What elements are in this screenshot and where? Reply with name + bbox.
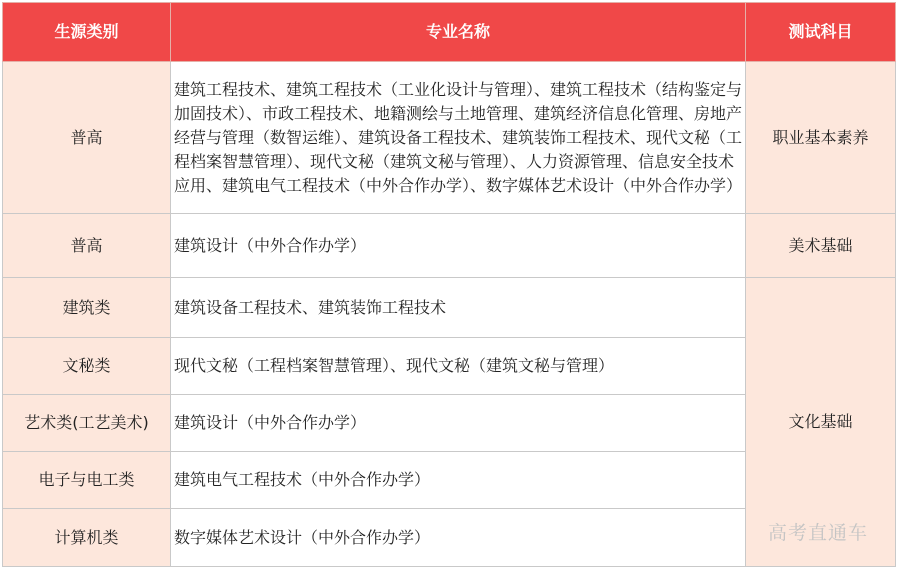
category-cell: 计算机类 bbox=[3, 509, 171, 567]
major-cell: 建筑设计（中外合作办学） bbox=[171, 214, 746, 278]
header-major: 专业名称 bbox=[171, 3, 746, 62]
header-category: 生源类别 bbox=[3, 3, 171, 62]
subject-cell: 职业基本素养 bbox=[746, 62, 896, 214]
category-cell: 普高 bbox=[3, 214, 171, 278]
major-cell: 建筑设计（中外合作办学） bbox=[171, 395, 746, 452]
exam-subjects-table bbox=[2, 2, 896, 567]
subject-cell: 美术基础 bbox=[746, 214, 896, 278]
major-cell: 建筑设备工程技术、建筑装饰工程技术 bbox=[171, 278, 746, 338]
header-subject: 测试科目 bbox=[746, 3, 896, 62]
major-cell: 建筑工程技术、建筑工程技术（工业化设计与管理）、建筑工程技术（结构鉴定与加固技术）、市政工程技术、地籍测绘与土地管理、建筑经济信息化管理、房地产经营与管理（数智运维）、建筑设备工程技术、建筑装饰工程技术、现代文秘（工程档案智慧管理）、现代文秘（建筑文秘与管理）、人力资源管理、信息安全技术应用、建筑电气工程技术（中外合作办学）、数字媒体艺术设计（中外合作办学） bbox=[171, 62, 746, 214]
category-cell: 文秘类 bbox=[3, 338, 171, 395]
table-row bbox=[3, 278, 896, 338]
major-cell: 现代文秘（工程档案智慧管理）、现代文秘（建筑文秘与管理） bbox=[171, 338, 746, 395]
table-row bbox=[3, 62, 896, 214]
category-cell: 建筑类 bbox=[3, 278, 171, 338]
major-cell: 建筑电气工程技术（中外合作办学） bbox=[171, 452, 746, 509]
table-row bbox=[3, 214, 896, 278]
major-cell: 数字媒体艺术设计（中外合作办学） bbox=[171, 509, 746, 567]
category-cell: 电子与电工类 bbox=[3, 452, 171, 509]
category-cell: 艺术类(工艺美术) bbox=[3, 395, 171, 452]
header-row bbox=[3, 3, 896, 62]
category-cell: 普高 bbox=[3, 62, 171, 214]
watermark: 高考直通车 bbox=[767, 522, 868, 544]
merged-subject-cell: 文化基础 bbox=[746, 278, 896, 567]
